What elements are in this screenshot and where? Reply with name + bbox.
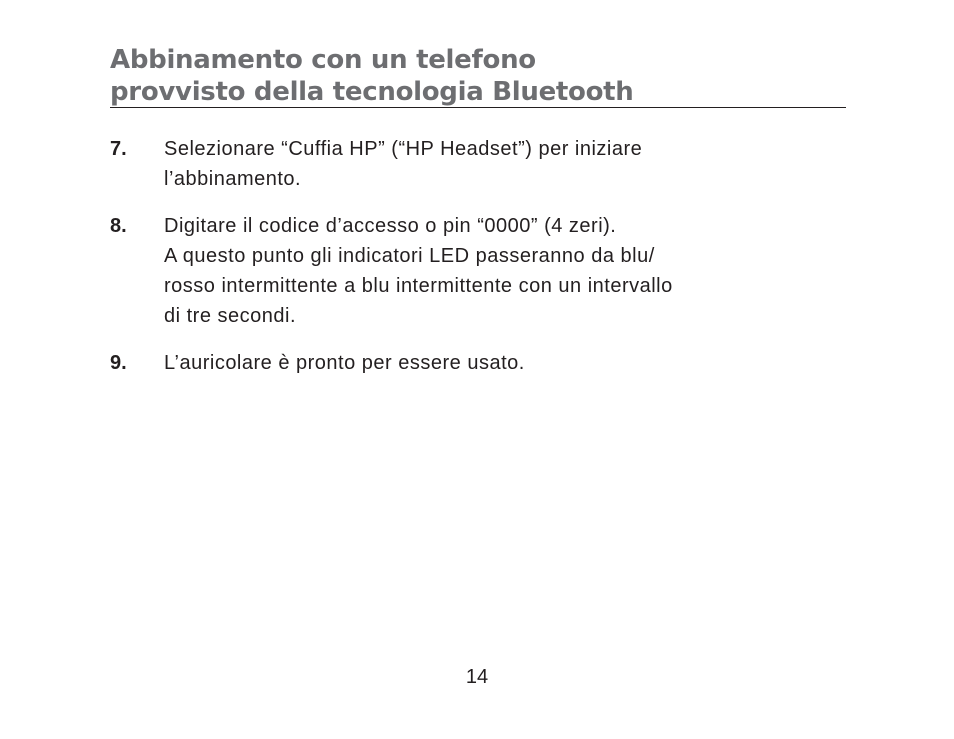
page-title-line-1: Abbinamento con un telefono [110, 45, 536, 75]
title-divider [110, 107, 846, 108]
step-text-line: Digitare il codice d’accesso o pin “0000” (4 zeri). [164, 215, 617, 237]
step-text-line: L’auricolare è pronto per essere usato. [164, 352, 525, 374]
step-text-line: rosso intermittente a blu intermittente con un intervallo [164, 275, 673, 297]
step-number: 7. [110, 138, 127, 160]
step-text [164, 348, 846, 378]
step-number: 9. [110, 352, 127, 374]
step-text [164, 211, 846, 331]
step-text-line: A questo punto gli indicatori LED passeranno da blu/ [164, 245, 655, 267]
page-title [110, 44, 846, 108]
step-item-9 [110, 348, 846, 378]
step-number: 8. [110, 215, 127, 237]
step-text-line: di tre secondi. [164, 305, 297, 327]
step-text [164, 134, 846, 194]
step-list [110, 134, 846, 395]
step-text-line: l’abbinamento. [164, 168, 302, 190]
page-number: 14 [465, 666, 489, 688]
step-item-7 [110, 134, 846, 194]
step-text-line: Selezionare “Cuffia HP” (“HP Headset”) per iniziare [164, 138, 643, 160]
page-title-line-2: provvisto della tecnologia Bluetooth [110, 77, 634, 107]
step-item-8 [110, 211, 846, 331]
